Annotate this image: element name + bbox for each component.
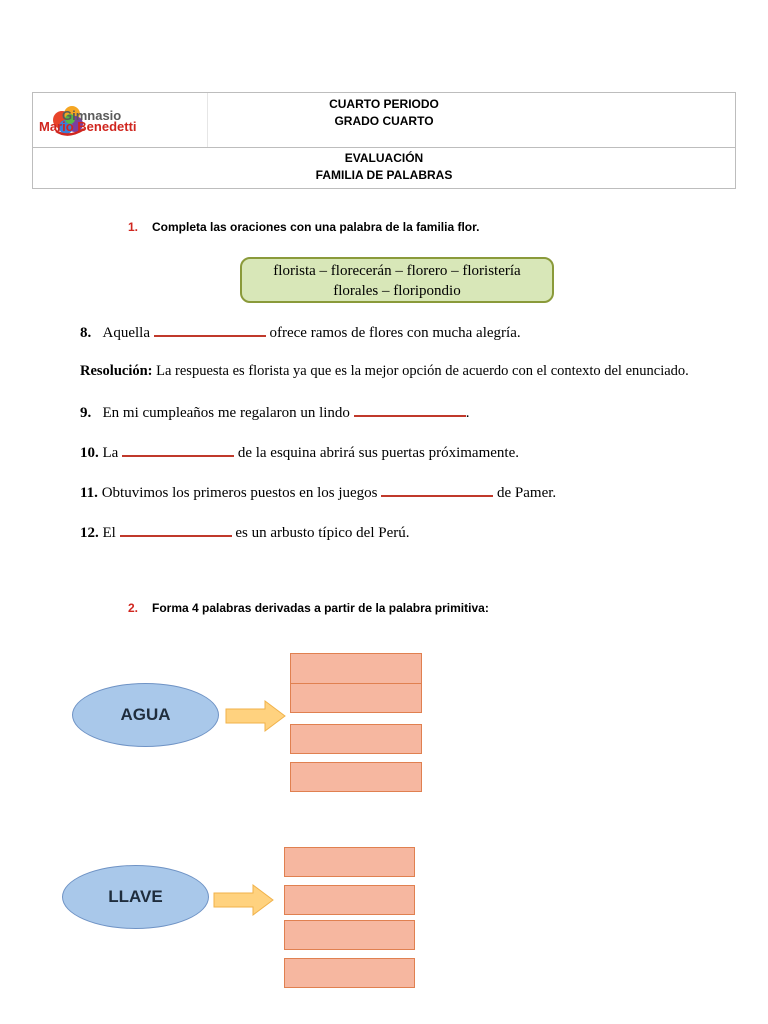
resolution-label: Resolución: bbox=[80, 363, 153, 379]
logo-text-name: Mario Benedetti bbox=[39, 119, 137, 134]
question-1 bbox=[128, 220, 479, 234]
answer-box[interactable] bbox=[290, 724, 422, 754]
header-divider bbox=[33, 147, 735, 148]
resolution-text: La respuesta es florista ya que es la mejor opción de acuerdo con el contexto del enunciado. bbox=[156, 363, 689, 379]
answer-box[interactable] bbox=[284, 847, 415, 877]
answer-blank[interactable] bbox=[354, 403, 466, 417]
sentence-12 bbox=[80, 523, 409, 542]
sentence-text: es un arbusto típico del Perú. bbox=[235, 525, 410, 541]
sentence-text: Aquella bbox=[102, 325, 150, 341]
grade-label: GRADO CUARTO bbox=[334, 114, 434, 128]
sentence-number: 12. bbox=[80, 525, 99, 541]
arrow-right-icon bbox=[225, 700, 287, 732]
sentence-text: El bbox=[102, 525, 116, 541]
question-2-text: Forma 4 palabras derivadas a partir de la palabra primitiva: bbox=[152, 601, 489, 615]
answer-blank[interactable] bbox=[122, 443, 234, 457]
answer-blank[interactable] bbox=[381, 483, 493, 497]
topic-label: FAMILIA DE PALABRAS bbox=[315, 168, 453, 182]
word-bank-line-1: florista – florecerán – florero – floristería bbox=[273, 263, 521, 279]
sentence-8 bbox=[80, 323, 521, 342]
period-label: CUARTO PERIODO bbox=[329, 97, 439, 111]
sentence-number: 8. bbox=[80, 325, 92, 341]
sentence-text: de la esquina abrirá sus puertas próximamente. bbox=[237, 445, 519, 461]
sentence-text: En mi cumpleaños me regalaron un lindo bbox=[102, 405, 350, 421]
sentence-text: La bbox=[102, 445, 119, 461]
answer-box[interactable] bbox=[284, 885, 415, 915]
sentence-text: de Pamer. bbox=[497, 485, 557, 501]
sentence-text: Obtuvimos los primeros puestos en los juegos bbox=[101, 485, 378, 501]
primitive-word-agua: AGUA bbox=[72, 683, 219, 747]
answer-blank[interactable] bbox=[120, 523, 232, 537]
answer-box[interactable] bbox=[284, 958, 415, 988]
sentence-9 bbox=[80, 403, 469, 422]
question-1-number: 1. bbox=[128, 220, 139, 234]
question-1-text: Completa las oraciones con una palabra de la familia flor. bbox=[152, 220, 480, 234]
question-2-number: 2. bbox=[128, 601, 139, 615]
answer-box[interactable] bbox=[284, 920, 415, 950]
word-bank-box bbox=[240, 257, 554, 303]
resolution bbox=[80, 363, 689, 380]
sentence-10 bbox=[80, 443, 519, 462]
evaluation-label: EVALUACIÓN bbox=[344, 151, 424, 165]
sentence-text: . bbox=[465, 405, 470, 421]
answer-box[interactable] bbox=[290, 653, 422, 684]
answer-box[interactable] bbox=[290, 762, 422, 792]
sentence-11 bbox=[80, 483, 556, 502]
question-2 bbox=[128, 601, 489, 615]
answer-blank[interactable] bbox=[154, 323, 266, 337]
sentence-number: 10. bbox=[80, 445, 99, 461]
arrow-right-icon bbox=[213, 884, 275, 916]
word-bank-line-2: florales – floripondio bbox=[333, 283, 461, 299]
sentence-text: ofrece ramos de flores con mucha alegría. bbox=[269, 325, 521, 341]
primitive-word-llave: LLAVE bbox=[62, 865, 209, 929]
sentence-number: 9. bbox=[80, 405, 92, 421]
header-table bbox=[32, 92, 736, 189]
sentence-number: 11. bbox=[80, 485, 98, 501]
logo-text-gimnasio: Gimnasio bbox=[62, 108, 122, 123]
answer-box[interactable] bbox=[290, 683, 422, 713]
